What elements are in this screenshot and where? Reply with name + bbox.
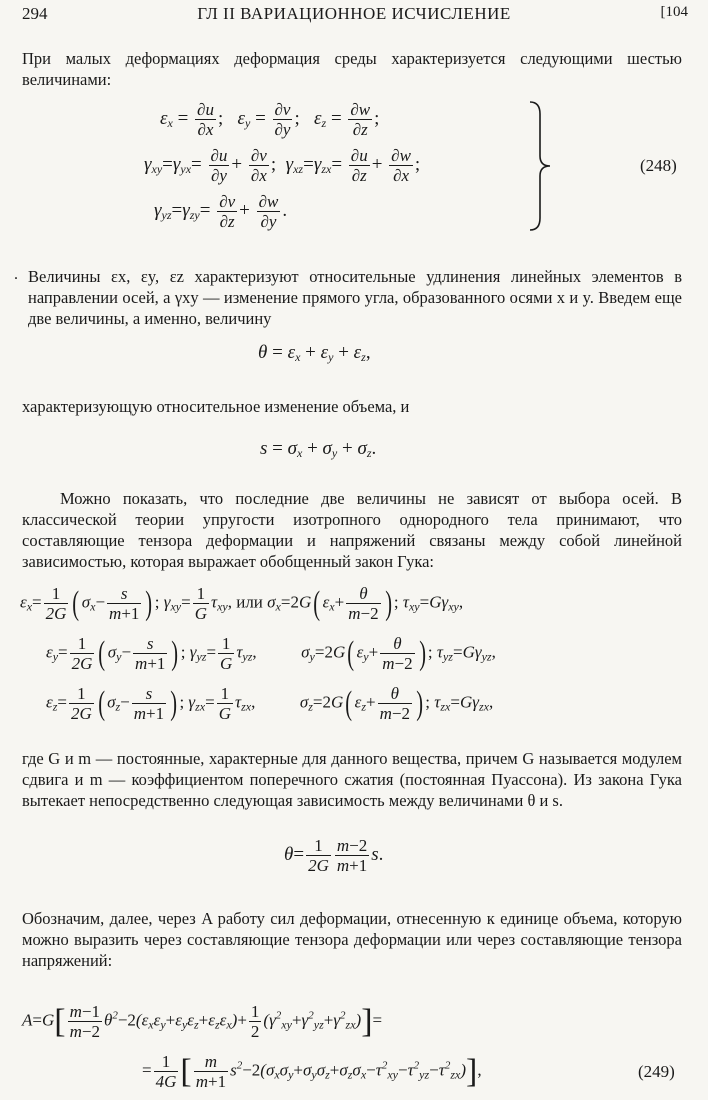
running-header [0,4,708,28]
equation-s: $s = \sigma_x + \sigma_y + \sigma_z$. [260,438,377,460]
chapter-title: ГЛ II ВАРИАЦИОННОЕ ИСЧИСЛЕНИЕ [197,4,511,23]
equation-248-number: (248) [640,156,677,175]
paragraph-2: Величины εx, εy, εz характеризуют относительные удлинения линейных элементов в направлении осей, а γxy — изменение прямого угла, образованного осями x и y. Введем еще две величины, а именно, величину [28,267,682,328]
page-number: 294 [22,4,48,23]
paragraph-5: где G и m — постоянные, характерные для данного вещества, причем G называется модулем сдвига и m — коэффициентом поперечного сжатия (постоянная Пуассона). Из закона Гука вытекает непосредственно следующая зависимость между величинами θ и s. [22,749,682,810]
equation-248-line-3: $\gamma_{yz}=\gamma_{zy}=$ $\frac{\partial v}{\partial z}$ + $\frac{\partial w}{\partial y}$ . [154,192,288,231]
equation-249-number: (249) [638,1062,675,1081]
equation-249-line-1: A=G[ $\frac{m-1}{m-2}$ $\theta^2-2(\varepsilon_x\varepsilon_y+\varepsilon_y\varepsilon_z+\varepsilon_z\varepsilon_x)+$ $\frac{1}{2}$ $(\gamma^2_{xy}+\gamma^2_{yz}+\gamma^2_{zx})]=$ [22,1002,383,1041]
paragraph-3: характеризующую относительное изменение объема, и [22,397,410,416]
paragraph-1: При малых деформациях деформация среды характеризуется следующими шестью величинами: [22,49,682,89]
hooke-line-1: $\varepsilon_x=$ $\frac{1}{2G}$ ( $\sigma_x-$ $\frac{s}{m+1}$ ) ; $\gamma_{xy}=$ $\frac{1}{G}$ $\tau_{xy}$, или $\sigma_x=2G$( $\varepsilon_x+$ $\frac{\theta}{m-2}$ ) ; $\tau_{xy}=G\gamma_{xy}$, [20,584,464,623]
right-brace [526,100,556,232]
section-marker: [104 [660,4,688,20]
equation-249-line-2: = $\frac{1}{4G}$ [ $\frac{m}{m+1}$ $s^2-2(\sigma_x\sigma_y+\sigma_y\sigma_z+\sigma_z\sigma_x-\tau^2_{xy}-\tau^2_{yz}-\tau^2_{zx})$], [142,1052,482,1091]
paragraph-6: Обозначим, далее, через A работу сил деформации, отнесенную к единице объема, которую можно выразить через составляющие тензора деформации или через составляющие тензора напряжений: [22,909,682,970]
equation-theta: $\theta = \varepsilon_x + \varepsilon_y + \varepsilon_z$, [258,342,371,364]
hooke-line-3: $\varepsilon_z=$ $\frac{1}{2G}$ ( $\sigma_z-$ $\frac{s}{m+1}$ ) ; $\gamma_{zx}=$ $\frac{1}{G}$ $\tau_{zx}$, $\sigma_z=2G$( $\varepsilon_z+$ $\frac{\theta}{m-2}$ ) ; $\tau_{zx}=G\gamma_{zx}$, [46,684,494,723]
margin-dot: . [14,266,18,283]
equation-248-line-1: $\varepsilon_x$ = $\frac{\partial u}{\partial x}$ ; $\varepsilon_y$ = $\frac{\partial v}{\partial y}$ ; $\varepsilon_z$ = $\frac{\partial w}{\partial z}$ ; [160,100,380,139]
or-word: или [236,592,263,612]
hooke-line-2: $\varepsilon_y=$ $\frac{1}{2G}$ ( $\sigma_y-$ $\frac{s}{m+1}$ ) ; $\gamma_{yz}=$ $\frac{1}{G}$ $\tau_{yz}$, $\sigma_y=2G$( $\varepsilon_y+$ $\frac{\theta}{m-2}$ ) ; $\tau_{yz}=G\gamma_{yz}$, [46,634,496,673]
paragraph-4: Можно показать, что последние две величины не зависят от выбора осей. В классической теории упругости изотропного однородного тела принимают, что составляющие тензора деформации и напряжений связаны между собой линейной зависимостью, которая выражает обобщенный закон Гука: [22,489,682,571]
equation-theta-s: θ= $\frac{1}{2G}$ $\frac{m-2}{m+1}$ s. [284,836,384,875]
equation-248-line-2: $\gamma_{xy}=\gamma_{yx}=$ $\frac{\partial u}{\partial y}$ + $\frac{\partial v}{\partial x}$ ; $\gamma_{xz}=\gamma_{zx}=$ $\frac{\partial u}{\partial z}$ + $\frac{\partial w}{\partial x}$ ; [144,146,421,185]
